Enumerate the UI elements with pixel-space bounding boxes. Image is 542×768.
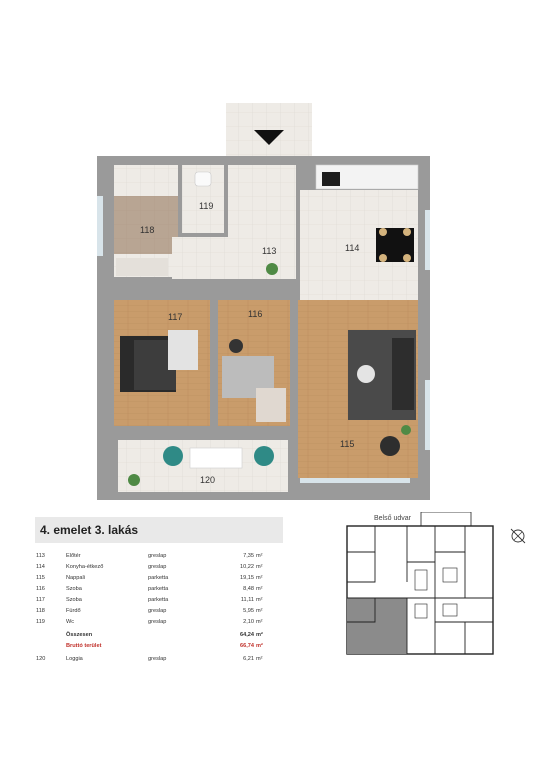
table-row: 114 Konyha-étkező greslap 10,22 m² <box>36 564 263 570</box>
room-label-118: 118 <box>140 225 155 235</box>
courtyard-label: Belső udvar <box>374 515 411 522</box>
room-label-116: 116 <box>248 309 263 319</box>
table-row: 118 Fürdő greslap 5,95 m² <box>36 608 263 614</box>
room-label-120: 120 <box>200 475 216 485</box>
room-113 <box>172 237 296 279</box>
room-label-113: 113 <box>262 246 277 256</box>
room-label-117: 117 <box>168 312 183 322</box>
apartment-title: 4. emelet 3. lakás <box>40 523 139 537</box>
table-row: 115 Nappali parketta 19,15 m² <box>36 575 263 581</box>
room-label-119: 119 <box>199 201 214 211</box>
room-label-115: 115 <box>340 439 355 449</box>
room-label-114: 114 <box>345 243 360 253</box>
north-compass-icon <box>508 526 528 546</box>
key-plan <box>335 512 495 657</box>
table-row: 113 Előtér greslap 7,35 m² <box>36 553 263 559</box>
table-row: 119 Wc greslap 2,10 m² <box>36 619 263 625</box>
total-row: Összesen 64,24 m² <box>66 632 263 638</box>
table-row: 116 Szoba parketta 8,48 m² <box>36 586 263 592</box>
table-row: 117 Szoba parketta 11,11 m² <box>36 597 263 603</box>
loggia-row: 120 Loggia greslap 6,21 m² <box>36 656 263 662</box>
gross-area-row: Bruttó terület 66,74 m² <box>66 643 263 649</box>
